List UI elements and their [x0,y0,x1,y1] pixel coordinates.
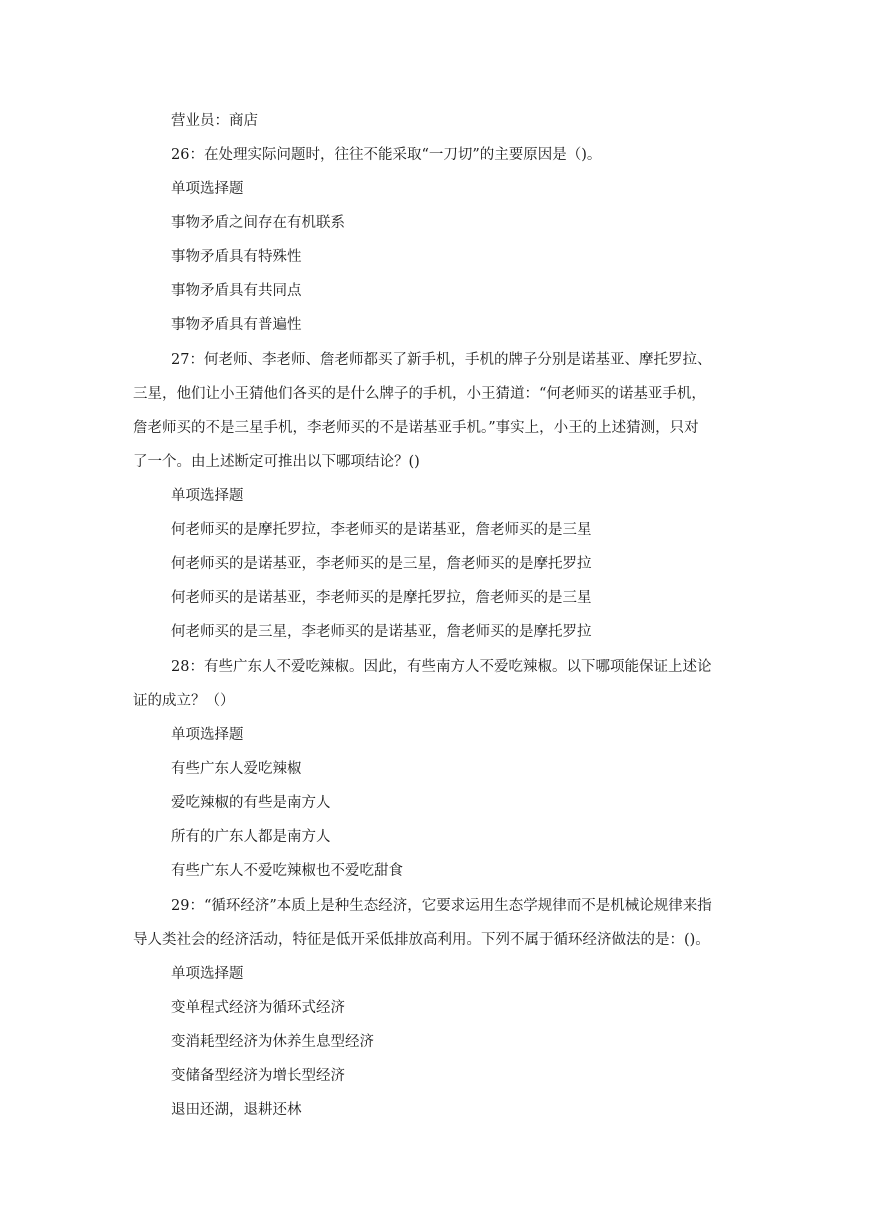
option: 变消耗型经济为休养生息型经济 [171,1034,374,1050]
answer-line: 营业员：商店 [171,113,258,129]
question-28-line-2: 证的成立？（） [133,693,235,709]
option: 何老师买的是诺基亚，李老师买的是摩托罗拉，詹老师买的是三星 [171,590,592,606]
question-28-line-1: 28：有些广东人不爱吃辣椒。因此，有些南方人不爱吃辣椒。以下哪项能保证上述论 [171,659,712,675]
question-29-line-1: 29：“循环经济”本质上是种生态经济，它要求运用生态学规律而不是机械论规律来指 [171,898,712,914]
question-type-label: 单项选择题 [171,966,244,982]
question-29-line-2: 导人类社会的经济活动，特征是低开采低排放高利用。下列不属于循环经济做法的是：()。 [133,932,710,948]
option: 何老师买的是诺基亚，李老师买的是三星，詹老师买的是摩托罗拉 [171,556,592,572]
question-27-line-1: 27：何老师、李老师、詹老师都买了新手机，手机的牌子分别是诺基亚、摩托罗拉、 [171,352,712,368]
option: 事物矛盾之间存在有机联系 [171,215,345,231]
question-27-line-2: 三星，他们让小王猜他们各买的是什么牌子的手机，小王猜道：“何老师买的诺基亚手机， [133,386,706,402]
option: 有些广东人爱吃辣椒 [171,761,302,777]
question-type-label: 单项选择题 [171,727,244,743]
option: 变储备型经济为增长型经济 [171,1068,345,1084]
question-26: 26：在处理实际问题时，往往不能采取“一刀切”的主要原因是（)。 [171,147,602,163]
question-type-label: 单项选择题 [171,488,244,504]
option: 何老师买的是三星，李老师买的是诺基亚，詹老师买的是摩托罗拉 [171,624,592,640]
option: 变单程式经济为循环式经济 [171,1000,345,1016]
option: 事物矛盾具有共同点 [171,283,302,299]
option: 事物矛盾具有普遍性 [171,317,302,333]
option: 有些广东人不爱吃辣椒也不爱吃甜食 [171,863,403,879]
question-27-line-3: 詹老师买的不是三星手机，李老师买的不是诺基亚手机。”事实上，小王的上述猜测，只对 [133,420,699,436]
option: 何老师买的是摩托罗拉，李老师买的是诺基亚，詹老师买的是三星 [171,522,592,538]
question-type-label: 单项选择题 [171,181,244,197]
option: 所有的广东人都是南方人 [171,829,331,845]
question-27-line-4: 了一个。由上述断定可推出以下哪项结论？() [133,454,420,470]
option: 爱吃辣椒的有些是南方人 [171,795,331,811]
option: 事物矛盾具有特殊性 [171,249,302,265]
option: 退田还湖，退耕还林 [171,1102,302,1118]
